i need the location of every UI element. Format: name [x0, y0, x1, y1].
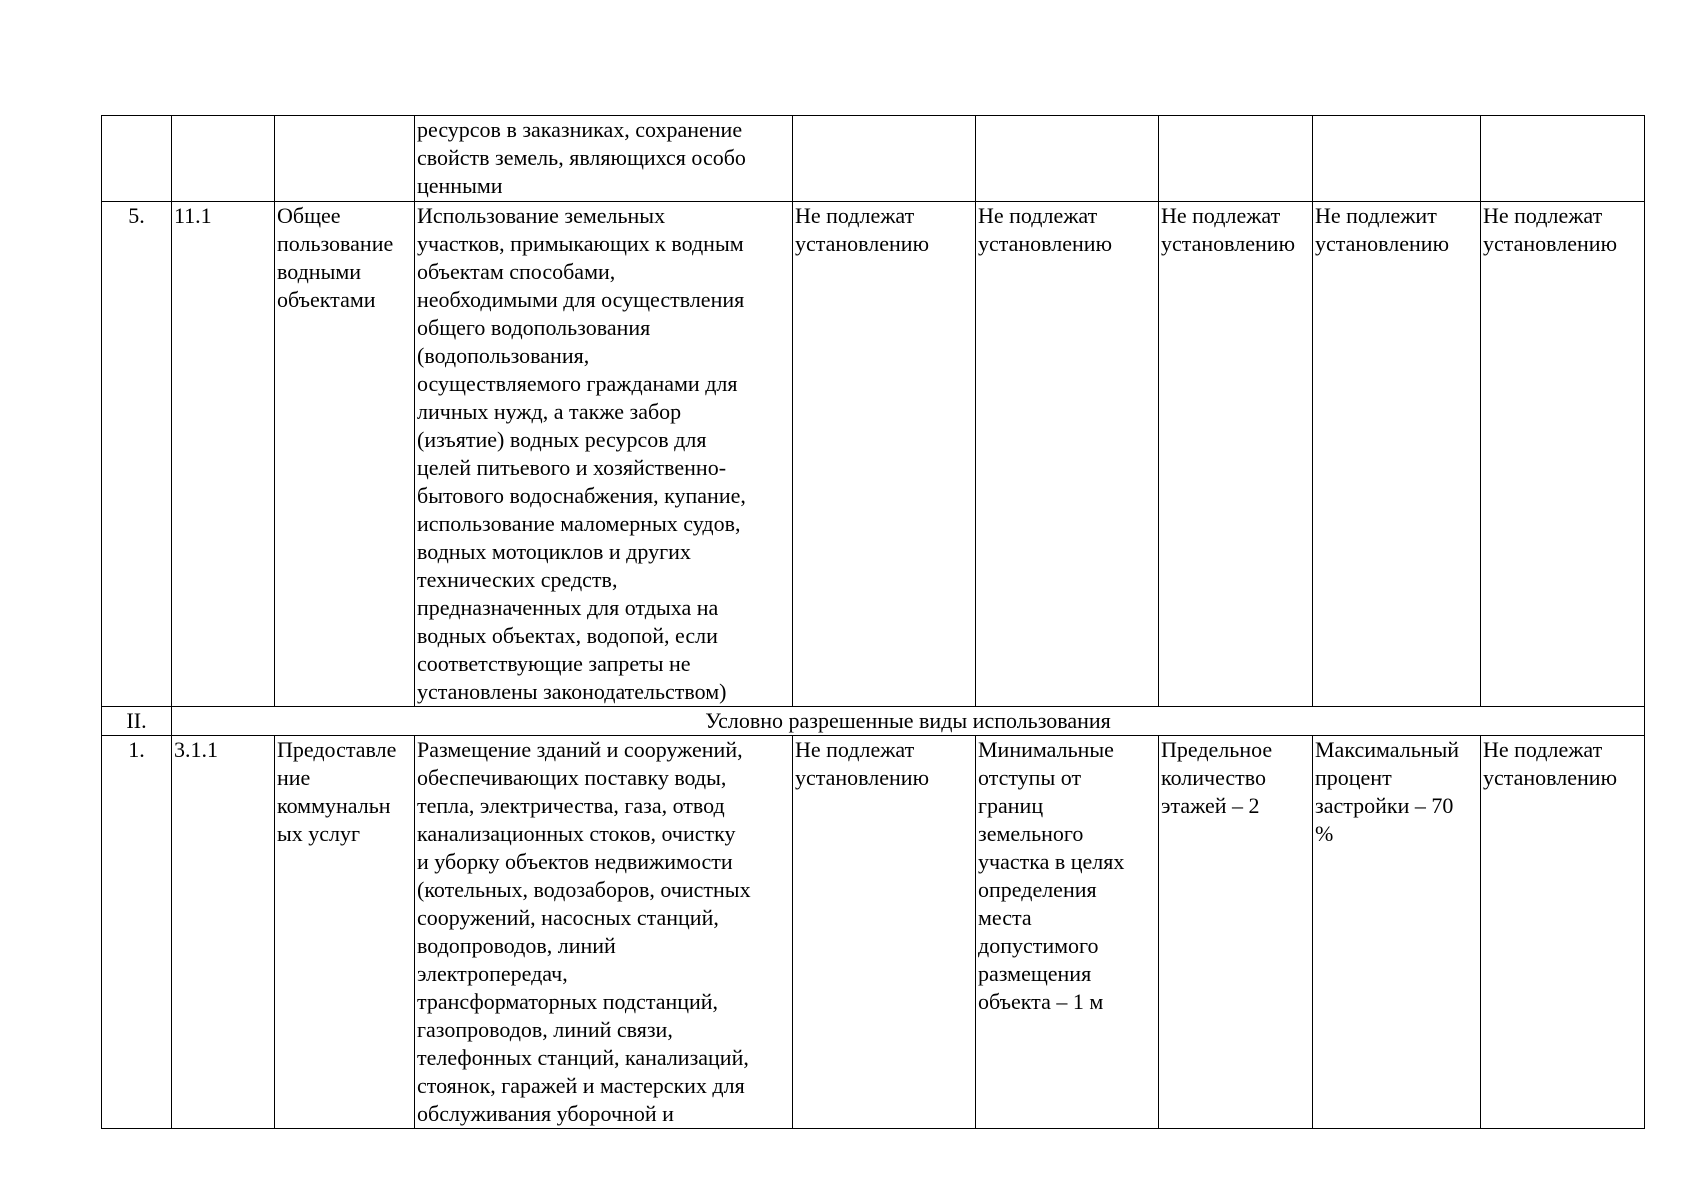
- cell-code: 3.1.1: [172, 736, 275, 1129]
- cell-empty: [793, 116, 976, 202]
- cell-col5: Не подлежат установлению: [793, 736, 976, 1129]
- cell-description: ресурсов в заказниках, сохранение свойств земель, являющихся особо ценными: [415, 116, 793, 202]
- cell-name: Предоставле ние коммунальн ых услуг: [275, 736, 415, 1129]
- cell-description: Размещение зданий и сооружений, обеспечивающих поставку воды, тепла, электричества, газа, отвод канализационных стоков, очистку и уборку объектов недвижимости (котельных, водозаборов, очистных сооружений, насосных станций, водопроводов, линий электропередач, трансформаторных подстанций, газопроводов, линий связи, телефонных станций, канализаций, стоянок, гаражей и мастерских для обслуживания уборочной и: [415, 736, 793, 1129]
- cell-empty: [172, 116, 275, 202]
- cell-empty: [102, 116, 172, 202]
- cell-col6: Минимальные отступы от границ земельного участка в целях определения места допустимого размещения объекта – 1 м: [976, 736, 1159, 1129]
- cell-col9: Не подлежат установлению: [1481, 202, 1645, 707]
- cell-col7: Предельное количество этажей – 2: [1159, 736, 1313, 1129]
- table-row-continued: [102, 116, 1645, 202]
- table-section-row: [102, 707, 1645, 736]
- section-title: Условно разрешенные виды использования: [172, 707, 1645, 736]
- cell-empty: [1159, 116, 1313, 202]
- cell-empty: [1313, 116, 1481, 202]
- cell-col6: Не подлежат установлению: [976, 202, 1159, 707]
- cell-row-number: 1.: [102, 736, 172, 1129]
- cell-empty: [1481, 116, 1645, 202]
- cell-col8: Не подлежит установлению: [1313, 202, 1481, 707]
- cell-col5: Не подлежат установлению: [793, 202, 976, 707]
- cell-row-number: 5.: [102, 202, 172, 707]
- cell-col8: Максимальный процент застройки – 70 %: [1313, 736, 1481, 1129]
- table-row-5: [102, 202, 1645, 707]
- table-row-1: [102, 736, 1645, 1129]
- cell-description: Использование земельных участков, примыкающих к водным объектам способами, необходимыми для осуществления общего водопользования (водопользования, осуществляемого гражданами для личных нужд, а также забор (изъятие) водных ресурсов для целей питьевого и хозяйственно- бытового водоснабжения, купание, использование маломерных судов, водных мотоциклов и других технических средств, предназначенных для отдыха на водных объектах, водопой, если соответствующие запреты не установлены законодательством): [415, 202, 793, 707]
- cell-col7: Не подлежат установлению: [1159, 202, 1313, 707]
- cell-empty: [976, 116, 1159, 202]
- section-number: II.: [102, 707, 172, 736]
- cell-name: Общее пользование водными объектами: [275, 202, 415, 707]
- cell-empty: [275, 116, 415, 202]
- cell-code: 11.1: [172, 202, 275, 707]
- land-use-regulations-table: [101, 115, 1645, 1129]
- cell-col9: Не подлежат установлению: [1481, 736, 1645, 1129]
